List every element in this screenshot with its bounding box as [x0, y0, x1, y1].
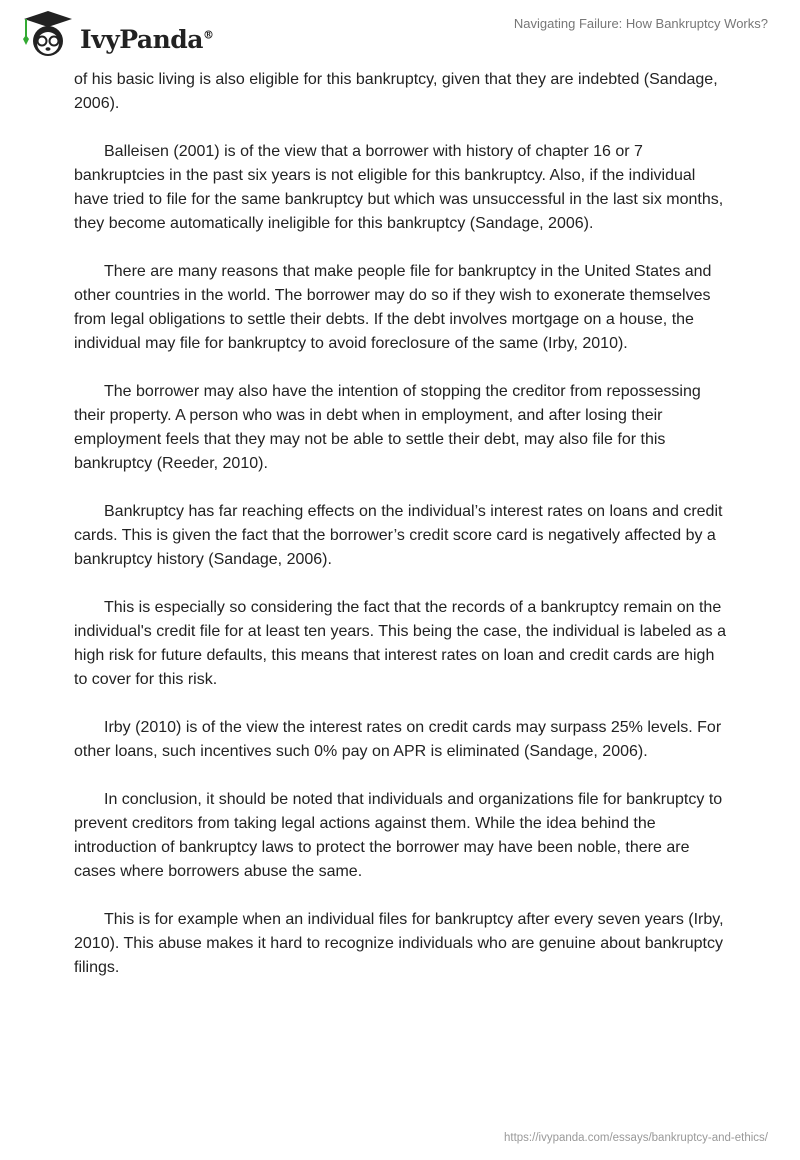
paragraph: of his basic living is also eligible for this bankruptcy, given that they are indebted (Sandage, 2006). [74, 71, 718, 112]
paragraph: Irby (2010) is of the view the interest rates on credit cards may surpass 25% levels. For other loans, such incentives such 0% pay on APR is eliminated (Sandage, 2006). [74, 719, 722, 760]
ivypanda-logo[interactable] [18, 9, 213, 59]
logo-text: IvyPanda [80, 24, 203, 54]
paragraph: This is for example when an individual files for bankruptcy after every seven years (Irby, 2010). This abuse makes it hard to recognize individuals who are genuine about bankruptcy filings. [74, 911, 724, 976]
paragraph: This is especially so considering the fact that the records of a bankruptcy remain on the individual's credit file for at least ten years. This being the case, the individual is labeled as a high risk for future defaults, this means that interest rates on loan and credit cards are high to cover for this risk. [74, 599, 727, 688]
paragraph: Balleisen (2001) is of the view that a borrower with history of chapter 16 or 7 bankruptcies in the past six years is not eligible for this bankruptcy. Also, if the individual have tried to file for the same bankruptcy but which was unsuccessful in the last six months, they become automatically ineligible for this bankruptcy (Sandage, 2006). [74, 143, 724, 232]
document-title: Navigating Failure: How Bankruptcy Works? [513, 16, 768, 31]
source-url[interactable]: https://ivypanda.com/essays/bankruptcy-and-ethics/ [504, 1132, 768, 1144]
paragraph: Bankruptcy has far reaching effects on the individual’s interest rates on loans and credit cards. This is given the fact that the borrower’s credit score card is negatively affected by a bankruptcy history (Sandage, 2006). [74, 503, 723, 568]
paragraph: There are many reasons that make people file for bankruptcy in the United States and other countries in the world. The borrower may do so if they wish to exonerate themselves from legal obligations to settle their debts. If the debt involves mortgage on a house, the individual may file for bankruptcy to avoid foreclosure of the same (Irby, 2010). [74, 263, 712, 352]
page-header [0, 0, 800, 62]
panda-graduate-icon [18, 9, 76, 59]
paragraph: In conclusion, it should be noted that individuals and organizations file for bankruptcy to prevent creditors from taking legal actions against them. While the idea behind the introduction of bankruptcy laws to protect the borrower may have been noble, there are cases where borrowers abuse the same. [74, 791, 723, 880]
essay-body [74, 68, 730, 1004]
paragraph: The borrower may also have the intention of stopping the creditor from repossessing their property. A person who was in debt when in employment, and after losing their employment feels that they may not be able to settle their debt, may also file for this bankruptcy (Reeder, 2010). [74, 383, 701, 472]
registered-mark: ® [202, 28, 214, 42]
